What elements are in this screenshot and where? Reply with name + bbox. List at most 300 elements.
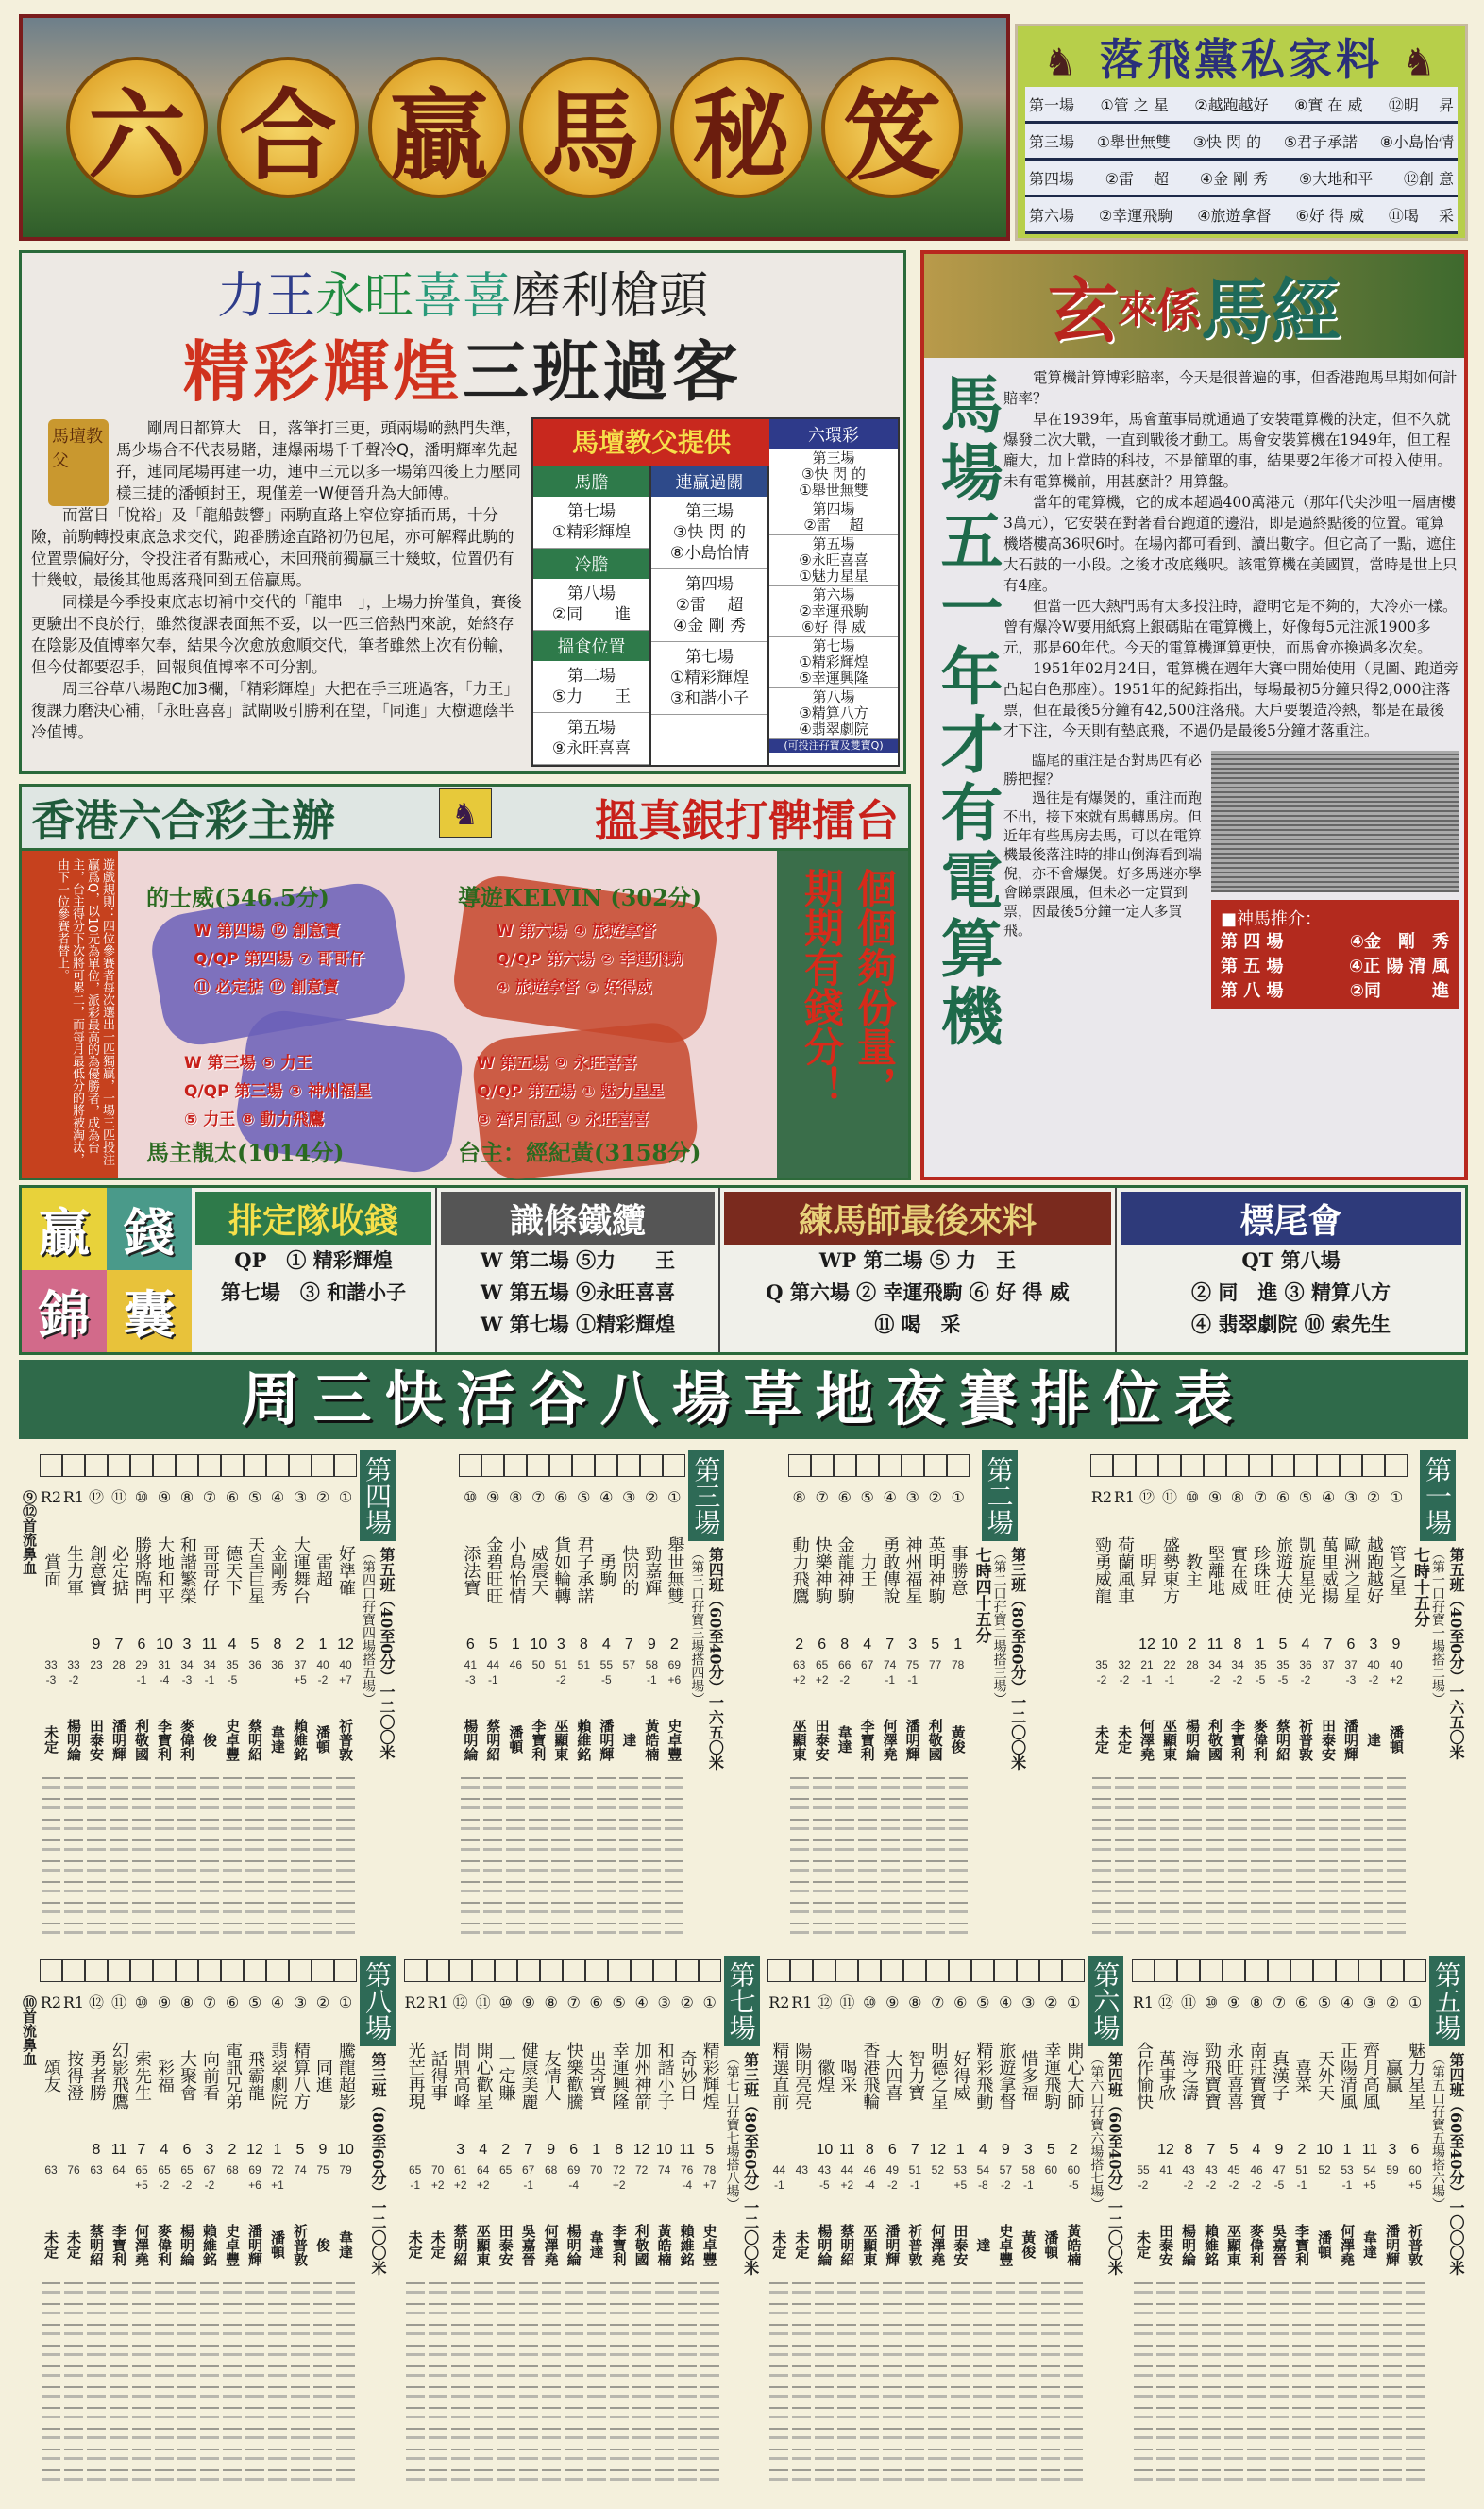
barrier-draw: 6 [569,2142,579,2158]
recommendation-row [1221,930,1449,955]
horse-number: R1 [791,1993,813,2011]
rating-change: -2 [887,2178,898,2192]
headline-part: 喜喜 [413,268,513,325]
form-record-lines [223,2282,242,2485]
barrier-draw: 2 [501,2142,511,2158]
horse-name: 明昇 [1138,1553,1157,1587]
form-record-lines [1406,2282,1425,2485]
horse-name: 哥哥仔 [200,1545,220,1596]
pick-line: Q/QP 第五場 ① 魅力星星 [477,1082,665,1101]
rating: 40 [339,1658,352,1671]
horse-column [834,1454,856,1943]
horse-number: ① [667,1488,682,1506]
result-box [495,1959,517,1982]
horse-name: 管之星 [1387,1545,1407,1596]
result-box [1245,1959,1268,1982]
horse-pick: ②雷 超 [675,596,744,615]
barrier-draw: 1 [953,1636,963,1653]
barrier-draw: 3 [1369,1636,1378,1653]
horse-number: ⑧ [1230,1488,1245,1506]
horse-name: 好準確 [336,1545,356,1596]
form-record-lines [1247,2282,1266,2485]
rating-change: -5 [227,1673,238,1687]
form-record-lines [1206,1777,1224,1938]
horse-name: 事勝意 [948,1545,969,1596]
horse-columns [1090,1445,1408,1945]
result-box [312,1959,334,1982]
result-box [879,1454,902,1477]
horse-name: 勇者勝 [87,2050,107,2101]
title-char: 秘 [670,57,812,198]
rating-change: +1 [271,2178,284,2192]
horse-name: 好得威 [951,2050,971,2101]
horse-name: 南莊寶寶 [1247,2042,1267,2110]
race-number-badge: 第二場 [982,1450,1018,1541]
horse-name: 舉世無雙 [665,1536,685,1604]
barrier-draw: 4 [1252,2142,1261,2158]
header-part: 係 [1155,283,1201,337]
result-box [244,1959,266,1982]
rating: 75 [316,2163,329,2177]
result-box [85,1454,108,1477]
rating-change: +2 [430,2178,445,2192]
horse-name: 彩福 [155,2059,175,2093]
form-record-lines [678,2282,697,2485]
barrier-draw: 7 [885,1636,895,1653]
pick-line: ③ 齊月高風 ⑨ 永旺喜喜 [477,1110,649,1129]
jockey: 達 [620,1732,638,1747]
rating-change: +5 [1363,2178,1376,2192]
column-body [1003,367,1459,741]
barrier-draw: 8 [1184,2142,1193,2158]
horse-column [85,1959,108,2491]
horse-name: 和諧小子 [654,2042,675,2110]
result-box [790,1959,813,1982]
race-number-badge: 第六場 [1088,1956,1123,2046]
jockey: 潘明輝 [1342,1718,1359,1761]
barrier-draw: 3 [182,1636,192,1653]
title-char: 笈 [821,57,963,198]
horse-pick: ②同 進 [551,605,632,624]
race-label-column [1408,1445,1468,1945]
barrier-draw: 5 [1046,2142,1055,2158]
form-record-lines [926,1777,945,1938]
rating: 51 [554,1658,568,1671]
rating: 65 [158,2163,171,2177]
horse-name: 奇妙日 [677,2050,698,2101]
result-box [153,1454,176,1477]
form-record-lines [291,2282,310,2485]
rating-change: -1 [204,1673,215,1687]
form-record-lines [1134,2282,1153,2485]
horse-column [1272,1454,1294,1943]
horse-number: R2 [1090,1488,1113,1506]
horse-column [176,1454,198,1943]
jockey: 賴維銘 [201,2223,218,2266]
rating: 49 [885,2163,900,2177]
form-record-lines [1224,2282,1243,2485]
rating: 50 [531,1658,546,1671]
race-class: 第五班（40至0分）一六五〇米 [1447,1547,1465,1760]
barrier-draw: 11 [679,2142,695,2158]
jockey: 俊 [314,2237,331,2252]
result-box [198,1959,221,1982]
barrier-draw: 5 [1229,2142,1239,2158]
race-class: 第四班（60至40分）一六五〇米 [706,1547,725,1771]
horse-name: 明德之星 [928,2042,949,2110]
barrier-draw: 8 [579,1636,588,1653]
horse-number: ② [315,1993,330,2011]
race-pick-note: （第三口孖寶三場搭四場） [689,1547,705,1705]
form-record-lines [665,1777,683,1938]
jockey: 韋達 [587,2230,605,2259]
race-number-badge: 第五場 [1429,1956,1465,2046]
rating: 51 [1295,2163,1308,2177]
form-record-lines [996,2282,1015,2485]
horse-name: 勇敢傳說 [880,1536,901,1604]
horse-name: 英明神駒 [925,1536,946,1604]
tips-section-head: 冷膽 [533,549,649,579]
barrier-draw: 6 [887,2142,897,2158]
horse-column [312,1454,334,1943]
horse-number: ① [1067,1993,1081,2011]
horse-pick: ④正 陽 清 風 [1348,957,1449,976]
result-box [971,1959,994,1982]
tips-entry [651,569,767,642]
form-record-lines [655,2282,674,2485]
strip-box-title: 標尾會 [1121,1192,1461,1245]
horse-name: 旅遊拿督 [996,2042,1017,2110]
barrier-draw: 7 [624,1636,633,1653]
horse-name: 話得事 [428,2050,448,2101]
form-record-lines [551,1777,570,1938]
horse-column [108,1959,130,2491]
jockey: 達 [1365,1732,1382,1747]
horse-column [153,1454,176,1943]
horse-number: ④ [1340,1993,1355,2011]
strip-line: ⑪ 喝 采 [874,1313,961,1336]
jockey: 李寶利 [610,2223,628,2266]
horse-pick: ①管 之 星 [1100,95,1169,114]
rating: 37 [1344,1658,1358,1671]
race-label: 第六場 [1029,206,1075,225]
jockey: 楊明綸 [816,2223,834,2266]
horse-number: ⑤ [577,1488,591,1506]
form-record-lines [587,2282,606,2485]
horse-column [1062,1959,1085,2491]
jockey: 黃皓楠 [1065,2223,1083,2266]
rating: 34 [180,1658,194,1671]
strip-box-title: 排定隊收錢 [195,1192,431,1245]
column-body-lower [1003,751,1202,1009]
horse-column [1294,1454,1317,1943]
jockey: 潘頓 [507,1725,525,1754]
race-info [725,2052,759,2276]
jockey: 韋達 [1361,2230,1378,2259]
horse-number: ⑪ [839,1993,855,2011]
horse-pick: ②同 進 [1349,981,1449,1001]
horse-icon: ♞ [1043,41,1081,85]
horse-name: 動力飛鷹 [789,1536,810,1604]
result-box [1358,1959,1381,1982]
result-box [153,1959,176,1982]
horse-column [427,1959,449,2491]
result-box [834,1454,856,1477]
barrier-draw: 5 [488,1636,497,1653]
strip-box-title: 識條鐵纜 [441,1192,715,1245]
rating: 46 [1250,2163,1263,2177]
tips-entry [769,637,898,688]
barrier-draw: 5 [295,2142,305,2158]
horse-number: ② [928,1488,942,1506]
horse-pick: ⑥好 得 威 [801,619,866,636]
horse-column [312,1959,334,2491]
form-record-lines [245,1777,264,1938]
horse-number: R2 [768,1993,790,2011]
rating: 46 [863,2163,877,2177]
form-record-lines [1202,2282,1221,2485]
horse-name: 生力軍 [64,1545,84,1596]
result-box [640,1454,663,1477]
horse-number: ③ [905,1488,919,1506]
horse-number: ⑨ [1207,1488,1223,1506]
form-record-lines [132,1777,151,1938]
form-record-lines [200,2282,219,2485]
rating: 76 [680,2163,694,2177]
horse-number: ③ [1362,1993,1377,2011]
jockey: 何澤堯 [133,2223,150,2266]
jockey: 李寶利 [156,1718,173,1761]
result-box [334,1454,357,1477]
horse-column [1245,1959,1268,2491]
rating: 31 [158,1658,171,1671]
horse-number: ⑫ [1138,1488,1155,1506]
rating-change: -2 [1300,1673,1311,1687]
jockey: 吳嘉晉 [519,2223,537,2266]
horse-column [856,1454,879,1943]
barrier-draw: 4 [479,2142,488,2158]
horse-pick: ⑪喝 采 [1388,206,1454,225]
result-box [404,1959,427,1982]
jockey: 未定 [42,1725,59,1754]
rating: 75 [905,1658,919,1671]
form-record-lines [110,1777,128,1938]
race-pick-note: （第六口孖寶六場搭七場） [1088,2052,1105,2211]
rating: 40 [1367,1658,1380,1671]
horse-number: ⑩ [1185,1488,1200,1506]
result-box [949,1959,971,1982]
race-number-badge: 第四場 [360,1450,396,1541]
form-record-lines [860,2282,879,2485]
race-label: 第七場 [812,637,855,654]
horse-column [153,1959,176,2491]
result-box [608,1959,631,1982]
race-card [1090,1445,1468,1945]
result-box [813,1959,835,1982]
horse-column [1177,1959,1200,2491]
horse-number: ⑥ [554,1488,568,1506]
form-record-lines [642,1777,661,1938]
horse-pick: ⑧小島怡情 [1379,132,1454,151]
form-record-lines [451,2282,470,2485]
horse-name: 喝采 [837,2059,858,2093]
lotto-title-right: 搵真銀打髀擂台 [595,794,899,846]
form-record-lines [905,2282,924,2485]
rating-change: +6 [248,2178,261,2192]
horse-number: ⑪ [1161,1488,1177,1506]
horse-name: 勝將臨門 [132,1536,152,1604]
horse-number: ⑦ [1253,1488,1268,1506]
jockey: 何澤堯 [542,2223,560,2266]
horse-name: 金碧旺旺 [483,1536,504,1604]
horse-number: ① [951,1488,965,1506]
barrier-draw: 11 [110,2142,127,2158]
horse-column [903,1959,926,2491]
jockey: 俊 [201,1732,218,1747]
horse-number: ⑦ [202,1993,217,2011]
race-label: 第 八 場 [1221,981,1284,1001]
barrier-draw: 8 [615,2142,624,2158]
rating: 58 [645,1658,659,1671]
race-time: 七時十五分 [1410,1547,1429,1627]
horse-name: 勇駒 [597,1553,617,1587]
recommendation-row [1221,979,1449,1004]
form-record-lines [565,2282,583,2485]
race-label-column [1426,1950,1468,2493]
horse-number: ④ [883,1488,897,1506]
horse-column [1223,1959,1245,2491]
rating-change: -1 [885,1673,895,1687]
column-lower [1003,751,1459,1009]
horse-column [1385,1454,1408,1943]
form-record-lines [790,1777,809,1938]
title-banner [19,14,1010,241]
player-picks [477,1049,665,1134]
jockey: 史卓豐 [700,2223,718,2266]
jockey: 巫顯東 [1225,2223,1242,2266]
horse-column [971,1959,994,2491]
jockey: 吳嘉晉 [1271,2223,1288,2266]
rating: 21 [1140,1658,1154,1671]
horse-pick: ②雷 超 [1105,169,1170,188]
horse-pick: ④旅遊拿督 [1197,206,1272,225]
rating-change: +2 [840,2178,854,2192]
jockey: 祈普敦 [906,2223,924,2266]
jockey: 黃皓楠 [655,2223,673,2266]
horse-number: ⑥ [837,1488,852,1506]
lotto-arena-box [19,784,911,1180]
result-box [312,1454,334,1477]
form-record-lines [1156,2282,1175,2485]
barrier-draw: 4 [160,2142,169,2158]
logo-char: 贏 [22,1188,107,1270]
rating-change: -5 [1273,2178,1285,2192]
headline-1 [31,263,894,331]
barrier-draw: 11 [201,1636,218,1653]
header-part: 馬經 [1201,271,1341,352]
result-box [881,1959,903,1982]
barrier-draw: 6 [137,1636,146,1653]
rating-change: -1 [910,2178,920,2192]
tips-entry [769,500,898,535]
race-number-badge: 第八場 [360,1956,396,2046]
rating: 65 [498,2163,513,2177]
rating: 70 [430,2163,445,2177]
race-info [369,2052,386,2276]
horse-column [130,1959,153,2491]
jockey: 巫顯東 [790,1718,808,1761]
form-record-lines [1251,1777,1270,1938]
player-name: 導遊KELVIN (302分) [458,884,702,911]
horse-columns [767,1950,1085,2493]
barrier-draw: 9 [1001,2142,1010,2158]
race-label: 第八場 [567,585,616,603]
horse-number: ⑧ [792,1488,806,1506]
horse-pick: ②幸運飛駒 [799,602,868,619]
result-box [1268,1959,1290,1982]
horse-column [608,1959,631,2491]
jockey: 李寶利 [110,2223,127,2266]
result-box [1204,1454,1226,1477]
rating: 32 [1118,1658,1131,1671]
horse-name: 大地和平 [155,1536,175,1604]
rating-change: -1 [1341,2178,1353,2192]
form-record-lines [815,2282,834,2485]
private-tips-box [1015,24,1468,241]
form-record-lines [291,1777,310,1938]
horse-columns [788,1445,970,1945]
horse-number: ⑫ [88,1488,104,1506]
horse-number: ⑫ [1157,1993,1173,2011]
horse-column [1132,1959,1155,2491]
horse-name: 天外天 [1315,2050,1335,2101]
jockey: 何澤堯 [929,2223,947,2266]
horse-number: R2 [40,1993,62,2011]
jockey: 何澤堯 [1339,2223,1356,2266]
slogan-line: 個個夠份量， [852,868,898,1106]
barrier-draw: 4 [1301,1636,1310,1653]
horse-name: 勁嘉輝 [642,1545,663,1596]
form-record-lines [1041,2282,1060,2485]
strip-line: 第七場 ③ 和諧小子 [220,1280,407,1304]
race-label: 第四場 [685,575,734,594]
rating: 78 [702,2163,717,2177]
horse-name: 魅力星星 [1406,2042,1425,2110]
barrier-draw: 12 [1138,1636,1155,1653]
rating-change: +5 [1408,2178,1422,2192]
pick-line: Q/QP 第六場 ② 幸運飛駒 [496,950,683,969]
barrier-draw: 11 [1361,2142,1378,2158]
horse-name: 珍珠旺 [1251,1545,1271,1596]
rating: 36 [248,1658,261,1671]
rating-change: +7 [702,2178,717,2192]
rating: 64 [112,2163,126,2177]
rating-change: -1 [523,2178,533,2192]
barrier-draw: 9 [647,1636,656,1653]
race-label: 第七場 [685,648,734,667]
horse-name: 一定賺 [496,2050,516,2101]
form-record-lines [542,2282,561,2485]
horse-name: 徽煌 [815,2059,835,2093]
race-label: 第 四 場 [1221,932,1284,952]
race-label-column [1085,1950,1126,2493]
tips-title: 馬壇教父提供 [533,419,769,466]
horse-column [788,1454,811,1943]
form-record-lines [474,2282,493,2485]
horse-name: 小島怡情 [506,1536,527,1604]
tips-section-head: 馬膽 [533,466,649,497]
horse-column [1268,1959,1290,2491]
